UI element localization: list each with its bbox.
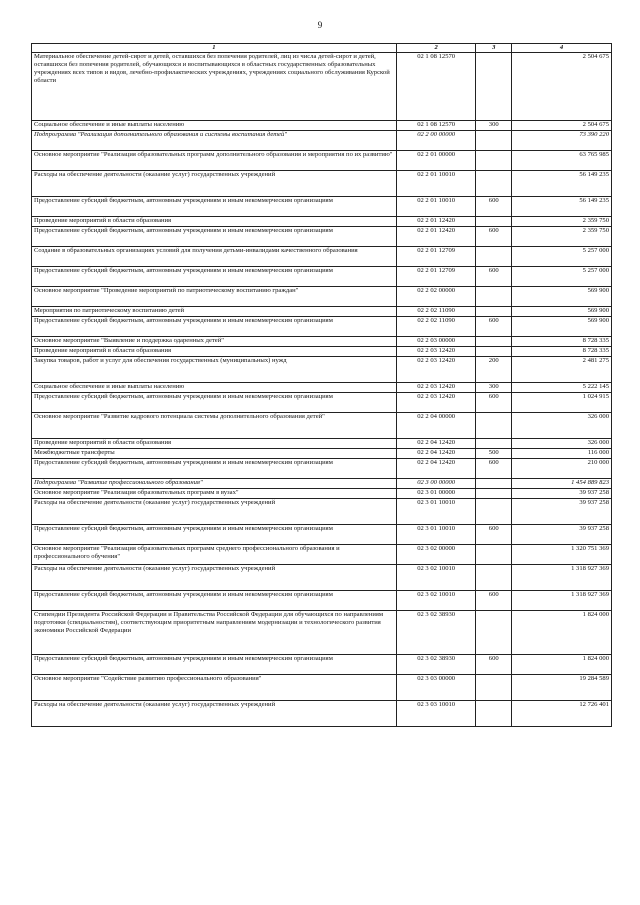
row-code: 02 2 01 00000 [396, 151, 476, 171]
row-code: 02 3 02 10010 [396, 565, 476, 591]
row-name: Закупка товаров, работ и услуг для обеспечения государственных (муниципальных) нужд [32, 357, 397, 383]
budget-table [31, 43, 612, 727]
table-row [32, 393, 612, 413]
table-row [32, 591, 612, 611]
table-row [32, 347, 612, 357]
table-row [32, 499, 612, 525]
table-row [32, 287, 612, 307]
table-row [32, 479, 612, 489]
row-name: Предоставление субсидий бюджетным, автономным учреждениям и иным некоммерческим организациям [32, 655, 397, 675]
row-code: 02 2 00 00000 [396, 131, 476, 151]
row-vr [476, 489, 512, 499]
row-sum: 2 359 750 [512, 217, 612, 227]
row-code: 02 2 02 11090 [396, 307, 476, 317]
row-name: Предоставление субсидий бюджетным, автономным учреждениям и иным некоммерческим организациям [32, 267, 397, 287]
row-name: Проведение мероприятий в области образования [32, 217, 397, 227]
row-vr [476, 171, 512, 197]
row-name: Предоставление субсидий бюджетным, автономным учреждениям и иным некоммерческим организациям [32, 197, 397, 217]
budget-table-body [32, 44, 612, 727]
row-name: Предоставление субсидий бюджетным, автономным учреждениям и иным некоммерческим организациям [32, 459, 397, 479]
row-code: 02 2 03 12420 [396, 357, 476, 383]
row-vr [476, 287, 512, 307]
header-col-1: 1 [32, 44, 397, 53]
row-code: 02 1 08 12570 [396, 121, 476, 131]
row-name: Основное мероприятие "Развитие кадрового потенциала системы дополнительного образования детей" [32, 413, 397, 439]
row-sum: 39 937 258 [512, 489, 612, 499]
row-vr: 600 [476, 655, 512, 675]
row-vr [476, 439, 512, 449]
row-code: 02 3 02 38930 [396, 655, 476, 675]
row-sum: 569 900 [512, 317, 612, 337]
row-code: 02 3 01 10010 [396, 525, 476, 545]
row-code: 02 2 03 12420 [396, 393, 476, 413]
table-header-row [32, 44, 612, 53]
row-name: Предоставление субсидий бюджетным, автономным учреждениям и иным некоммерческим организациям [32, 317, 397, 337]
table-row [32, 247, 612, 267]
row-vr [476, 565, 512, 591]
row-name: Предоставление субсидий бюджетным, автономным учреждениям и иным некоммерческим организациям [32, 525, 397, 545]
row-sum: 1 824 000 [512, 655, 612, 675]
row-name: Основное мероприятие "Реализация образовательных программ в вузах" [32, 489, 397, 499]
row-vr: 600 [476, 267, 512, 287]
table-row [32, 317, 612, 337]
row-code: 02 3 03 10010 [396, 701, 476, 727]
row-code: 02 2 01 10010 [396, 171, 476, 197]
page-number: 9 [317, 20, 323, 30]
row-name: Основное мероприятие "Содействие развитию профессионального образования" [32, 675, 397, 701]
row-code: 02 2 01 10010 [396, 197, 476, 217]
row-code: 02 3 02 38930 [396, 611, 476, 655]
table-row [32, 267, 612, 287]
row-sum: 1 024 915 [512, 393, 612, 413]
table-row [32, 53, 612, 121]
row-name: Основное мероприятие "Реализация образовательных программ дополнительного образования и мероприятия по их развитию" [32, 151, 397, 171]
header-col-3: 3 [476, 44, 512, 53]
table-row [32, 675, 612, 701]
row-sum: 569 900 [512, 307, 612, 317]
table-row [32, 525, 612, 545]
row-code: 02 3 01 00000 [396, 489, 476, 499]
row-name: Мероприятия по патриотическому воспитанию детей [32, 307, 397, 317]
row-name: Основное мероприятие "Выявление и поддержка одаренных детей" [32, 337, 397, 347]
table-row [32, 197, 612, 217]
row-code: 02 3 02 00000 [396, 545, 476, 565]
row-name: Межбюджетные трансферты [32, 449, 397, 459]
row-vr: 600 [476, 525, 512, 545]
table-row [32, 459, 612, 479]
table-row [32, 131, 612, 151]
table-row [32, 383, 612, 393]
row-sum: 39 937 258 [512, 499, 612, 525]
table-row [32, 489, 612, 499]
table-row [32, 413, 612, 439]
row-sum: 1 824 000 [512, 611, 612, 655]
row-sum: 2 359 750 [512, 227, 612, 247]
row-sum: 8 728 335 [512, 337, 612, 347]
row-vr: 600 [476, 227, 512, 247]
table-row [32, 439, 612, 449]
row-code: 02 3 03 00000 [396, 675, 476, 701]
row-sum: 2 504 675 [512, 53, 612, 121]
row-sum: 116 000 [512, 449, 612, 459]
row-code: 02 2 03 12420 [396, 347, 476, 357]
row-code: 02 2 01 12420 [396, 227, 476, 247]
row-code: 02 2 04 12420 [396, 449, 476, 459]
table-row [32, 121, 612, 131]
row-name: Расходы на обеспечение деятельности (оказание услуг) государственных учреждений [32, 499, 397, 525]
row-sum: 1 318 927 369 [512, 591, 612, 611]
row-sum: 569 900 [512, 287, 612, 307]
row-code: 02 2 01 12709 [396, 267, 476, 287]
row-sum: 56 149 235 [512, 197, 612, 217]
row-name: Создание в образовательных организациях условий для получения детьми-инвалидами качественного образования [32, 247, 397, 267]
row-vr: 600 [476, 591, 512, 611]
row-code: 02 2 01 12709 [396, 247, 476, 267]
row-code: 02 2 02 00000 [396, 287, 476, 307]
row-name: Основное мероприятие "Реализация образовательных программ среднего профессионального образования и профессионального обучения" [32, 545, 397, 565]
table-row [32, 611, 612, 655]
row-vr [476, 499, 512, 525]
row-vr [476, 217, 512, 227]
row-code: 02 1 08 12570 [396, 53, 476, 121]
table-row [32, 227, 612, 247]
row-vr [476, 675, 512, 701]
row-code: 02 2 04 12420 [396, 459, 476, 479]
row-name: Расходы на обеспечение деятельности (оказание услуг) государственных учреждений [32, 171, 397, 197]
row-vr: 600 [476, 459, 512, 479]
table-row [32, 655, 612, 675]
table-row [32, 545, 612, 565]
row-name: Предоставление субсидий бюджетным, автономным учреждениям и иным некоммерческим организациям [32, 227, 397, 247]
row-sum: 19 284 589 [512, 675, 612, 701]
row-sum: 5 257 000 [512, 247, 612, 267]
table-row [32, 151, 612, 171]
row-name: Расходы на обеспечение деятельности (оказание услуг) государственных учреждений [32, 701, 397, 727]
row-sum: 326 000 [512, 413, 612, 439]
row-vr: 300 [476, 383, 512, 393]
row-vr: 600 [476, 317, 512, 337]
row-name: Расходы на обеспечение деятельности (оказание услуг) государственных учреждений [32, 565, 397, 591]
row-code: 02 2 03 00000 [396, 337, 476, 347]
row-sum: 8 728 335 [512, 347, 612, 357]
row-sum: 1 454 889 823 [512, 479, 612, 489]
row-sum: 210 000 [512, 459, 612, 479]
row-vr: 600 [476, 197, 512, 217]
row-sum: 63 765 985 [512, 151, 612, 171]
row-code: 02 2 04 00000 [396, 413, 476, 439]
header-col-4: 4 [512, 44, 612, 53]
row-vr: 300 [476, 121, 512, 131]
row-name: Социальное обеспечение и иные выплаты населению [32, 383, 397, 393]
row-sum: 1 318 927 369 [512, 565, 612, 591]
row-vr: 200 [476, 357, 512, 383]
row-name: Проведение мероприятий в области образования [32, 439, 397, 449]
table-row [32, 171, 612, 197]
table-row [32, 565, 612, 591]
table-row [32, 449, 612, 459]
row-vr [476, 247, 512, 267]
row-vr [476, 347, 512, 357]
row-code: 02 2 04 12420 [396, 439, 476, 449]
row-vr [476, 151, 512, 171]
row-vr: 500 [476, 449, 512, 459]
header-col-2: 2 [396, 44, 476, 53]
row-name: Стипендии Президента Российской Федерации и Правительства Российской Федерации для обучающихся по направлениям подготовки (специальностям), соответствующим приоритетным направлениям модернизации и технологического развития экономики Российской Федерации [32, 611, 397, 655]
row-vr [476, 701, 512, 727]
row-name: Подпрограмма "Реализация дополнительного образования и системы воспитания детей" [32, 131, 397, 151]
table-row [32, 337, 612, 347]
row-vr: 600 [476, 393, 512, 413]
row-code: 02 3 00 00000 [396, 479, 476, 489]
row-vr [476, 131, 512, 151]
row-sum: 1 320 751 369 [512, 545, 612, 565]
row-sum: 2 504 675 [512, 121, 612, 131]
row-code: 02 2 01 12420 [396, 217, 476, 227]
row-vr [476, 413, 512, 439]
row-sum: 12 726 401 [512, 701, 612, 727]
row-name: Предоставление субсидий бюджетным, автономным учреждениям и иным некоммерческим организациям [32, 393, 397, 413]
table-row [32, 701, 612, 727]
row-code: 02 2 02 11090 [396, 317, 476, 337]
row-sum: 39 937 258 [512, 525, 612, 545]
row-code: 02 3 02 10010 [396, 591, 476, 611]
table-row [32, 357, 612, 383]
row-name: Подпрограмма "Развитие профессионального образования" [32, 479, 397, 489]
table-row [32, 217, 612, 227]
table-row [32, 307, 612, 317]
row-vr [476, 337, 512, 347]
row-name: Предоставление субсидий бюджетным, автономным учреждениям и иным некоммерческим организациям [32, 591, 397, 611]
row-name: Проведение мероприятий в области образования [32, 347, 397, 357]
row-vr [476, 611, 512, 655]
row-sum: 326 000 [512, 439, 612, 449]
row-sum: 5 222 145 [512, 383, 612, 393]
row-code: 02 2 03 12420 [396, 383, 476, 393]
row-vr [476, 307, 512, 317]
row-vr [476, 53, 512, 121]
row-name: Основное мероприятие "Проведение мероприятий по патриотическому воспитанию граждан" [32, 287, 397, 307]
row-sum: 56 149 235 [512, 171, 612, 197]
row-name: Социальное обеспечение и иные выплаты населению [32, 121, 397, 131]
row-code: 02 3 01 10010 [396, 499, 476, 525]
row-vr [476, 479, 512, 489]
row-name: Материальное обеспечение детей-сирот и детей, оставшихся без попечения родителей, лиц из числа детей-сирот и детей, оставшихся без попечения родителей, обучающихся и воспитывающихся в областных государственных образовательных учреждениях всех типов и видов, лечебно-профилактических учреждениях, учреждениях социального обслуживания Курской области [32, 53, 397, 121]
row-sum: 2 481 275 [512, 357, 612, 383]
row-sum: 73 390 220 [512, 131, 612, 151]
row-vr [476, 545, 512, 565]
row-sum: 5 257 000 [512, 267, 612, 287]
